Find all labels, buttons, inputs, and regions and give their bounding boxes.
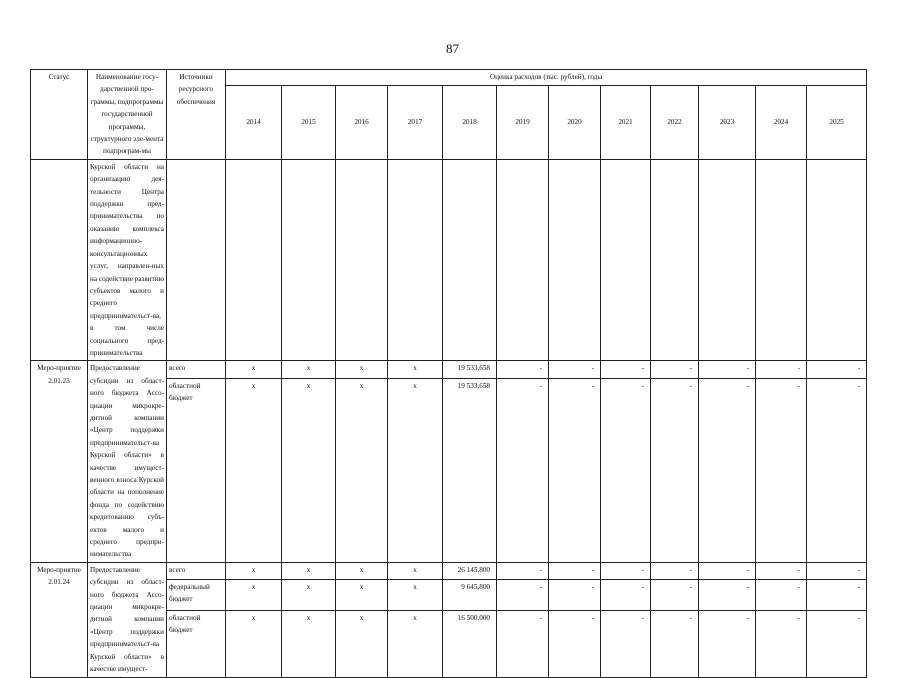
- dash-value: -: [651, 361, 699, 378]
- source-label: всего: [167, 361, 226, 378]
- dash-value: -: [601, 562, 651, 579]
- x-mark: х: [336, 579, 388, 610]
- x-mark: х: [282, 378, 336, 562]
- x-mark: х: [226, 610, 282, 677]
- dash-value: -: [651, 562, 699, 579]
- source-label: областной бюджет: [167, 378, 226, 562]
- budget-table: [30, 69, 867, 678]
- dash-value: -: [549, 579, 601, 610]
- dash-value: -: [699, 610, 756, 677]
- dash-value: -: [699, 579, 756, 610]
- header-year: 2022: [651, 86, 699, 160]
- x-mark: х: [226, 378, 282, 562]
- header-year: 2018: [443, 86, 497, 160]
- dash-value: -: [601, 579, 651, 610]
- header-year: 2024: [756, 86, 807, 160]
- dash-value: -: [699, 361, 756, 378]
- amount-2018: 16 500,000: [443, 610, 497, 677]
- amount-2018: 9 645,800: [443, 579, 497, 610]
- header-year: 2014: [226, 86, 282, 160]
- x-mark: х: [388, 361, 443, 378]
- page-number: 87: [446, 41, 459, 56]
- dash-value: -: [497, 610, 549, 677]
- header-year: 2015: [282, 86, 336, 160]
- dash-value: -: [549, 361, 601, 378]
- header-year: 2023: [699, 86, 756, 160]
- header-year: 2016: [336, 86, 388, 160]
- dash-value: -: [807, 378, 867, 562]
- dash-value: -: [651, 378, 699, 562]
- continuation-name: Курской области на организацию дея-тельности Центра поддержки пред-принимательства по оказанию комплекса информационно-консультационных услуг, направлен-ных на содействие развитию субъектов малого и среднего предпринимательст-ва, в том числе социального пред-принимательства: [88, 159, 167, 361]
- header-year: 2020: [549, 86, 601, 160]
- dash-value: -: [756, 361, 807, 378]
- x-mark: х: [282, 610, 336, 677]
- amount-2018: 19 533,658: [443, 361, 497, 378]
- header-year: 2021: [601, 86, 651, 160]
- x-mark: х: [282, 562, 336, 579]
- x-mark: х: [226, 361, 282, 378]
- amount-2018: 19 533,658: [443, 378, 497, 562]
- dash-value: -: [601, 361, 651, 378]
- dash-value: -: [497, 361, 549, 378]
- x-mark: х: [282, 579, 336, 610]
- x-mark: х: [226, 579, 282, 610]
- x-mark: х: [388, 378, 443, 562]
- dash-value: -: [756, 610, 807, 677]
- header-year: 2019: [497, 86, 549, 160]
- header-sources: Источники ресурсного обеспечения: [167, 70, 226, 160]
- dash-value: -: [549, 378, 601, 562]
- dash-value: -: [807, 361, 867, 378]
- dash-value: -: [807, 610, 867, 677]
- dash-value: -: [756, 378, 807, 562]
- dash-value: -: [651, 610, 699, 677]
- dash-value: -: [549, 610, 601, 677]
- dash-value: -: [699, 562, 756, 579]
- x-mark: х: [336, 610, 388, 677]
- amount-2018: 26 145,800: [443, 562, 497, 579]
- dash-value: -: [601, 610, 651, 677]
- dash-value: -: [756, 579, 807, 610]
- item-status: Меро-приятие 2.01.23: [31, 361, 88, 563]
- dash-value: -: [699, 378, 756, 562]
- table-row: [31, 361, 867, 378]
- dash-value: -: [651, 579, 699, 610]
- header-year: 2025: [807, 86, 867, 160]
- dash-value: -: [756, 562, 807, 579]
- x-mark: х: [388, 610, 443, 677]
- x-mark: х: [388, 579, 443, 610]
- item-name: Предоставление субсидии из област-ного бюджета Ассо-циации микрокре-дитной компании «Центр поддержки предпринимательст-ва Курской области» в качестве имущест-венного взноса Курской области на пополнение фонда по содействию кредитованию субъ-ектов малого и среднего предпри-нимательства: [88, 361, 167, 563]
- x-mark: х: [336, 378, 388, 562]
- x-mark: х: [226, 562, 282, 579]
- table-row: [31, 562, 867, 579]
- header-name: Наименование госу-дарственной про-граммы, подпрограммы государственной программы, структурного эле-мента подпрограм-мы: [88, 70, 167, 160]
- dash-value: -: [497, 562, 549, 579]
- dash-value: -: [807, 579, 867, 610]
- source-label: областной бюджет: [167, 610, 226, 677]
- item-status: Меро-приятие 2.01.24: [31, 562, 88, 677]
- x-mark: х: [388, 562, 443, 579]
- x-mark: х: [336, 361, 388, 378]
- source-label: федеральный бюджет: [167, 579, 226, 610]
- source-label: всего: [167, 562, 226, 579]
- dash-value: -: [601, 378, 651, 562]
- x-mark: х: [336, 562, 388, 579]
- item-name: Предоставление субсидии из област-ного бюджета Ассо-циации микрокре-дитной компании «Центр поддержки предпринимательст-ва Курской области» в качестве имущест-: [88, 562, 167, 677]
- dash-value: -: [807, 562, 867, 579]
- header-year: 2017: [388, 86, 443, 160]
- table-row: [31, 159, 867, 361]
- dash-value: -: [549, 562, 601, 579]
- header-row-1: [31, 70, 867, 86]
- x-mark: х: [282, 361, 336, 378]
- dash-value: -: [497, 378, 549, 562]
- dash-value: -: [497, 579, 549, 610]
- header-status: Статус: [31, 70, 88, 160]
- header-estimate: Оценка расходов (тыс. рублей), годы: [226, 70, 867, 86]
